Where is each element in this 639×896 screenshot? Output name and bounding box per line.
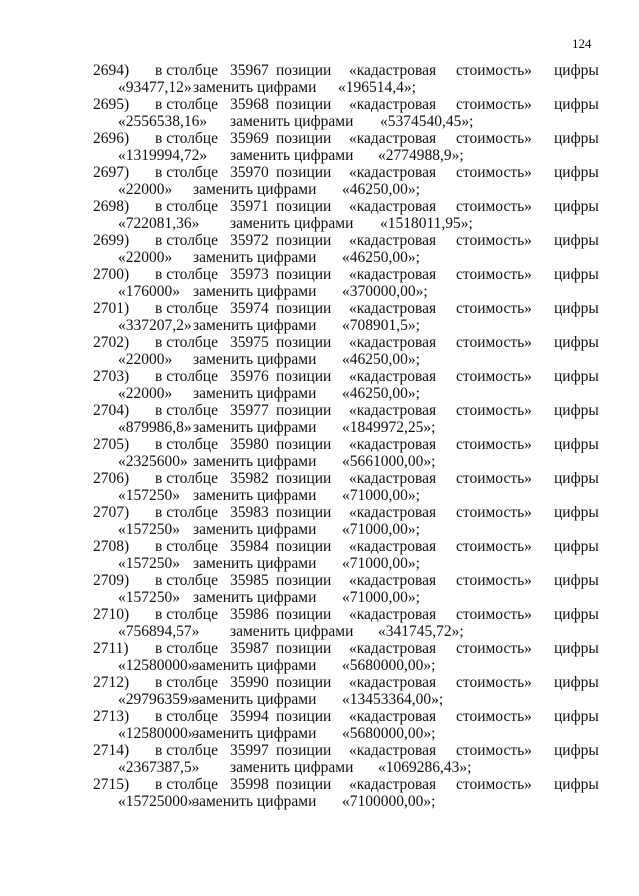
item-number: 2704) [93,402,130,419]
in-column-text: в столбце [155,402,218,419]
digits-word: цифры [554,164,599,181]
in-column-text: в столбце [155,674,218,691]
value-word: стоимость» [456,266,532,283]
list-item [0,572,639,606]
list-item [0,164,639,198]
position-word: позиции [276,708,332,725]
item-number: 2712) [93,674,130,691]
column-code: 35975 [230,334,269,351]
old-value: «337207,2» [118,317,192,334]
position-word: позиции [276,266,332,283]
item-number: 2700) [93,266,130,283]
in-column-text: в столбце [155,164,218,181]
in-column-text: в столбце [155,538,218,555]
new-value: «46250,00»; [342,351,420,368]
position-word: позиции [276,232,332,249]
replace-text: заменить цифрами [193,555,317,572]
old-value: «157250» [118,589,180,606]
old-value: «22000» [118,351,173,368]
cadastral-word: «кадастровая [349,232,437,249]
position-word: позиции [276,606,332,623]
in-column-text: в столбце [155,606,218,623]
cadastral-word: «кадастровая [349,708,437,725]
replace-text: заменить цифрами [193,589,317,606]
digits-word: цифры [554,504,599,521]
digits-word: цифры [554,96,599,113]
digits-word: цифры [554,300,599,317]
item-number: 2699) [93,232,130,249]
replace-text: заменить цифрами [230,623,354,640]
value-word: стоимость» [456,300,532,317]
new-value: «5680000,00»; [342,657,436,674]
cadastral-word: «кадастровая [349,96,437,113]
position-word: позиции [276,538,332,555]
position-word: позиции [276,572,332,589]
position-word: позиции [276,402,332,419]
cadastral-word: «кадастровая [349,606,437,623]
column-code: 35997 [230,742,269,759]
item-number: 2705) [93,436,130,453]
replace-text: заменить цифрами [193,79,317,96]
cadastral-word: «кадастровая [349,504,437,521]
new-value: «5374540,45»; [380,113,474,130]
position-word: позиции [276,504,332,521]
digits-word: цифры [554,334,599,351]
value-word: стоимость» [456,640,532,657]
old-value: «157250» [118,487,180,504]
position-word: позиции [276,436,332,453]
column-code: 35969 [230,130,269,147]
new-value: «71000,00»; [342,487,420,504]
value-word: стоимость» [456,776,532,793]
position-word: позиции [276,674,332,691]
position-word: позиции [276,776,332,793]
cadastral-word: «кадастровая [349,572,437,589]
new-value: «1518011,95»; [380,215,473,232]
list-item [0,368,639,402]
replace-text: заменить цифрами [230,113,354,130]
old-value: «756894,57» [118,623,200,640]
new-value: «71000,00»; [342,589,420,606]
old-value: «2556538,16» [118,113,208,130]
value-word: стоимость» [456,742,532,759]
in-column-text: в столбце [155,130,218,147]
column-code: 35968 [230,96,269,113]
in-column-text: в столбце [155,776,218,793]
position-word: позиции [276,164,332,181]
list-item [0,130,639,164]
position-word: позиции [276,62,332,79]
value-word: стоимость» [456,708,532,725]
old-value: «879986,8» [118,419,192,436]
position-word: позиции [276,640,332,657]
list-item [0,232,639,266]
value-word: стоимость» [456,538,532,555]
replace-text: заменить цифрами [193,249,317,266]
cadastral-word: «кадастровая [349,538,437,555]
replace-text: заменить цифрами [193,283,317,300]
old-value: «22000» [118,385,173,402]
list-item [0,334,639,368]
in-column-text: в столбце [155,300,218,317]
position-word: позиции [276,96,332,113]
list-item [0,504,639,538]
cadastral-word: «кадастровая [349,402,437,419]
in-column-text: в столбце [155,62,218,79]
new-value: «7100000,00»; [342,793,436,810]
position-word: позиции [276,300,332,317]
item-number: 2711) [93,640,129,657]
old-value: «157250» [118,555,180,572]
old-value: «157250» [118,521,180,538]
in-column-text: в столбце [155,640,218,657]
digits-word: цифры [554,402,599,419]
in-column-text: в столбце [155,266,218,283]
value-word: стоимость» [456,96,532,113]
value-word: стоимость» [456,198,532,215]
replace-text: заменить цифрами [193,521,317,538]
position-word: позиции [276,198,332,215]
value-word: стоимость» [456,606,532,623]
value-word: стоимость» [456,674,532,691]
value-word: стоимость» [456,436,532,453]
digits-word: цифры [554,232,599,249]
cadastral-word: «кадастровая [349,436,437,453]
new-value: «341745,72»; [378,623,464,640]
new-value: «5680000,00»; [342,725,436,742]
new-value: «46250,00»; [342,249,420,266]
value-word: стоимость» [456,402,532,419]
in-column-text: в столбце [155,334,218,351]
cadastral-word: «кадастровая [349,470,437,487]
value-word: стоимость» [456,62,532,79]
item-number: 2709) [93,572,130,589]
column-code: 35967 [230,62,269,79]
replace-text: заменить цифрами [193,657,317,674]
cadastral-word: «кадастровая [349,674,437,691]
column-code: 35985 [230,572,269,589]
in-column-text: в столбце [155,708,218,725]
old-value: «93477,12» [118,79,192,96]
cadastral-word: «кадастровая [349,198,437,215]
replace-text: заменить цифрами [193,351,317,368]
list-item [0,674,639,708]
replace-text: заменить цифрами [193,385,317,402]
digits-word: цифры [554,708,599,725]
in-column-text: в столбце [155,96,218,113]
column-code: 35976 [230,368,269,385]
position-word: позиции [276,334,332,351]
old-value: «176000» [118,283,180,300]
column-code: 35984 [230,538,269,555]
item-number: 2701) [93,300,130,317]
column-code: 35982 [230,470,269,487]
cadastral-word: «кадастровая [349,266,437,283]
digits-word: цифры [554,572,599,589]
in-column-text: в столбце [155,470,218,487]
value-word: стоимость» [456,368,532,385]
value-word: стоимость» [456,232,532,249]
column-code: 35974 [230,300,269,317]
column-code: 35970 [230,164,269,181]
digits-word: цифры [554,130,599,147]
cadastral-word: «кадастровая [349,62,437,79]
replace-text: заменить цифрами [193,793,317,810]
column-code: 35983 [230,504,269,521]
column-code: 35994 [230,708,269,725]
in-column-text: в столбце [155,232,218,249]
list-item [0,300,639,334]
new-value: «5661000,00»; [342,453,436,470]
item-number: 2714) [93,742,130,759]
list-item [0,606,639,640]
amendment-list [0,62,639,810]
replace-text: заменить цифрами [230,215,354,232]
replace-text: заменить цифрами [193,487,317,504]
column-code: 35986 [230,606,269,623]
position-word: позиции [276,130,332,147]
list-item [0,62,639,96]
value-word: стоимость» [456,334,532,351]
item-number: 2694) [93,62,130,79]
old-value: «12580000» [118,657,196,674]
new-value: «708901,5»; [342,317,420,334]
in-column-text: в столбце [155,504,218,521]
value-word: стоимость» [456,504,532,521]
column-code: 35990 [230,674,269,691]
list-item [0,538,639,572]
old-value: «2325600» [118,453,188,470]
position-word: позиции [276,470,332,487]
item-number: 2702) [93,334,130,351]
replace-text: заменить цифрами [193,181,317,198]
list-item [0,640,639,674]
old-value: «15725000» [118,793,196,810]
list-item [0,96,639,130]
digits-word: цифры [554,436,599,453]
item-number: 2696) [93,130,130,147]
column-code: 35977 [230,402,269,419]
value-word: стоимость» [456,470,532,487]
old-value: «22000» [118,181,173,198]
new-value: «13453364,00»; [342,691,444,708]
cadastral-word: «кадастровая [349,300,437,317]
old-value: «2367387,5» [118,759,200,776]
item-number: 2697) [93,164,130,181]
list-item [0,402,639,436]
item-number: 2707) [93,504,130,521]
list-item [0,742,639,776]
position-word: позиции [276,742,332,759]
cadastral-word: «кадастровая [349,334,437,351]
value-word: стоимость» [456,164,532,181]
item-number: 2706) [93,470,130,487]
digits-word: цифры [554,742,599,759]
item-number: 2695) [93,96,130,113]
new-value: «370000,00»; [342,283,428,300]
item-number: 2703) [93,368,130,385]
value-word: стоимость» [456,572,532,589]
replace-text: заменить цифрами [193,317,317,334]
digits-word: цифры [554,606,599,623]
cadastral-word: «кадастровая [349,640,437,657]
list-item [0,708,639,742]
replace-text: заменить цифрами [230,147,354,164]
digits-word: цифры [554,776,599,793]
replace-text: заменить цифрами [193,691,317,708]
digits-word: цифры [554,640,599,657]
old-value: «22000» [118,249,173,266]
item-number: 2708) [93,538,130,555]
list-item [0,266,639,300]
list-item [0,436,639,470]
list-item [0,470,639,504]
column-code: 35998 [230,776,269,793]
cadastral-word: «кадастровая [349,368,437,385]
replace-text: заменить цифрами [193,419,317,436]
old-value: «12580000» [118,725,196,742]
item-number: 2698) [93,198,130,215]
digits-word: цифры [554,674,599,691]
new-value: «1849972,25»; [342,419,436,436]
replace-text: заменить цифрами [230,759,354,776]
position-word: позиции [276,368,332,385]
new-value: «2774988,9»; [378,147,464,164]
column-code: 35972 [230,232,269,249]
new-value: «1069286,43»; [378,759,472,776]
in-column-text: в столбце [155,198,218,215]
digits-word: цифры [554,198,599,215]
cadastral-word: «кадастровая [349,164,437,181]
in-column-text: в столбце [155,742,218,759]
value-word: стоимость» [456,130,532,147]
digits-word: цифры [554,266,599,283]
digits-word: цифры [554,470,599,487]
page-number: 124 [572,36,592,51]
column-code: 35987 [230,640,269,657]
cadastral-word: «кадастровая [349,130,437,147]
digits-word: цифры [554,538,599,555]
new-value: «46250,00»; [342,181,420,198]
old-value: «722081,36» [118,215,200,232]
column-code: 35980 [230,436,269,453]
list-item [0,198,639,232]
digits-word: цифры [554,62,599,79]
in-column-text: в столбце [155,572,218,589]
item-number: 2710) [93,606,130,623]
in-column-text: в столбце [155,436,218,453]
cadastral-word: «кадастровая [349,742,437,759]
item-number: 2715) [93,776,130,793]
in-column-text: в столбце [155,368,218,385]
old-value: «1319994,72» [118,147,208,164]
column-code: 35971 [230,198,269,215]
replace-text: заменить цифрами [193,725,317,742]
digits-word: цифры [554,368,599,385]
old-value: «29796359» [118,691,196,708]
column-code: 35973 [230,266,269,283]
new-value: «196514,4»; [338,79,416,96]
replace-text: заменить цифрами [193,453,317,470]
list-item [0,776,639,810]
new-value: «71000,00»; [342,521,420,538]
new-value: «46250,00»; [342,385,420,402]
cadastral-word: «кадастровая [349,776,437,793]
new-value: «71000,00»; [342,555,420,572]
item-number: 2713) [93,708,130,725]
